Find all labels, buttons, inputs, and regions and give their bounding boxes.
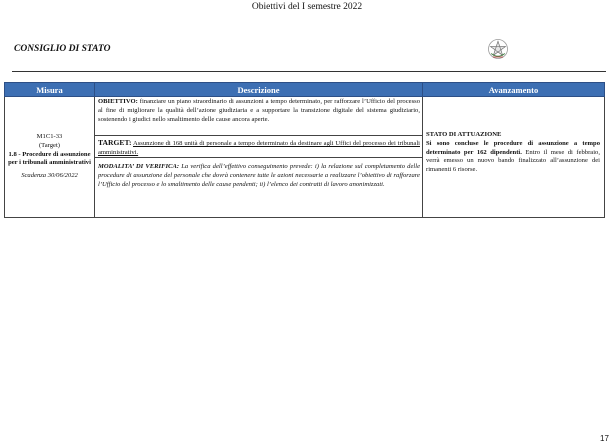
misura-type: (Target) xyxy=(38,141,61,149)
descrizione-cell xyxy=(95,97,423,218)
header-divider xyxy=(12,71,606,72)
organization-name: CONSIGLIO DI STATO xyxy=(14,44,111,54)
misura-code: M1C1-33 xyxy=(36,133,63,140)
misura-name: 1.8 - Procedure di assunzione per i tribunali amministrativi xyxy=(8,150,91,167)
target-label: TARGET: xyxy=(98,138,132,147)
table-row xyxy=(5,97,605,218)
target-block xyxy=(95,136,422,158)
header-misura: Misura xyxy=(5,83,95,97)
verifica-text: La verifica dell’effettivo conseguimento prevede: i) la relazione sul completamento delle procedure di assunzione del personale che dovrà contenere tutte le azioni necessarie a realizzare l’obiettivo di rafforzare l’Ufficio del processo e lo smaltimento delle cause pendenti; ii) l’elenco dei contratti di lavoro anonimizzati. xyxy=(98,163,420,188)
misura-cell xyxy=(5,97,95,218)
verifica-label: MODALITA’ DI VERIFICA: xyxy=(98,163,180,170)
page-number: 17 xyxy=(600,434,609,443)
header-avanzamento: Avanzamento xyxy=(423,83,605,97)
obiettivo-block xyxy=(95,97,422,136)
document-title: Obiettivi del I semestre 2022 xyxy=(251,2,363,12)
obiettivo-text: finanziare un piano straordinario di assunzioni a tempo determinato, per rafforzare l’Ufficio del processo al fine di migliorare la qualità dell’azione giudiziaria e a supportare la transizione digitale del sistema giudiziario, sostenendo i giudici nello smaltimento delle cause ancora aperte. xyxy=(98,98,420,123)
avanzamento-text: Entro il mese di febbraio, verrà emesso un nuovo bando finalizzato all’assunzione dei rimanenti 6 risorse. xyxy=(426,148,600,174)
verifica-block xyxy=(95,158,422,217)
avanzamento-title: STATO DI ATTUAZIONE xyxy=(426,131,502,138)
header-descrizione: Descrizione xyxy=(95,83,423,97)
obiettivo-label: OBIETTIVO: xyxy=(98,98,138,105)
objectives-table xyxy=(4,82,605,218)
target-text: Assunzione di 168 unità di personale a tempo determinato da destinare agli Uffici del processo dei tribunali amministrativi. xyxy=(98,140,420,156)
table-header-row xyxy=(5,83,605,97)
avanzamento-text-bold: Si sono concluse le procedure di assunzione a tempo determinato per 162 dipendenti. xyxy=(426,139,600,156)
avanzamento-cell xyxy=(423,97,605,218)
italian-republic-emblem-icon xyxy=(487,38,509,60)
misura-deadline: Scadenza 30/06/2022 xyxy=(21,172,78,180)
